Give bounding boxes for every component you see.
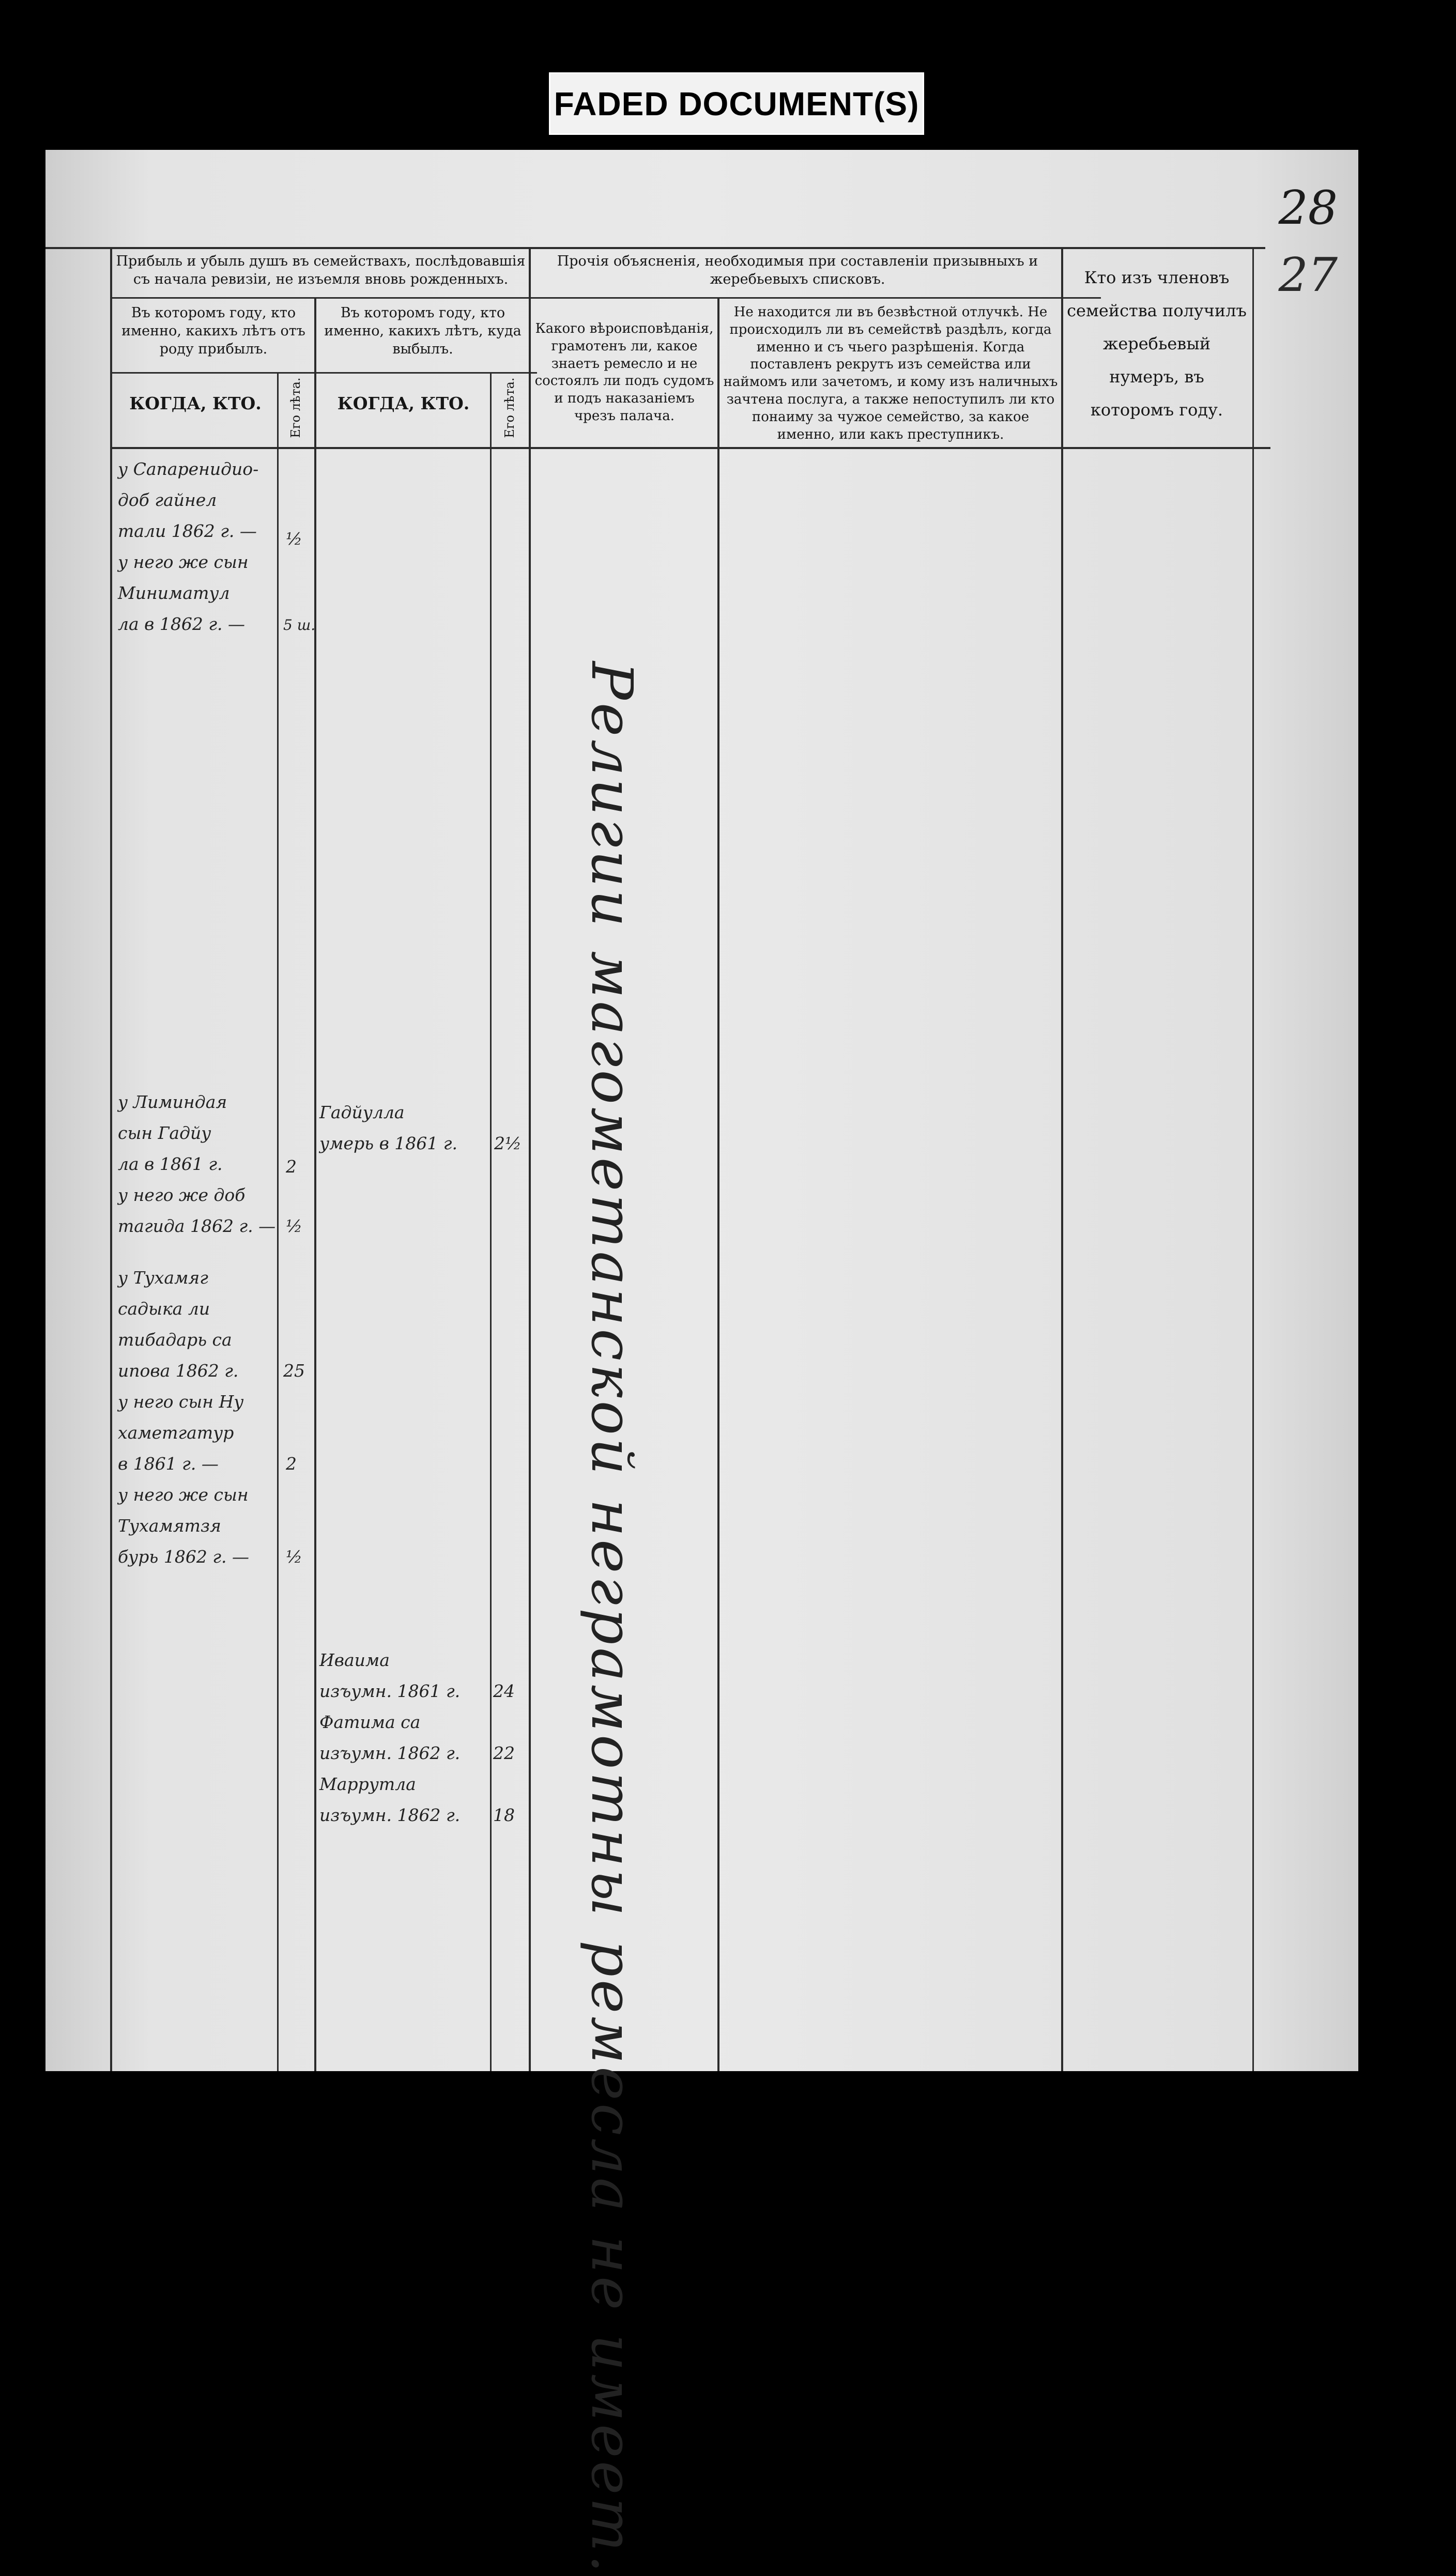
header-rule-1 — [110, 297, 1101, 299]
gain-entry-3-line: у Тухамяг — [118, 1268, 208, 1288]
gain-entry-3-line: садыка ли — [118, 1299, 210, 1319]
top-rule — [45, 247, 1265, 249]
loss-entry-1-line: Гадйулла — [319, 1102, 405, 1122]
gain-entry-3-line: хаметгатур — [118, 1423, 234, 1443]
gain-entry-2-line: у него же доб — [118, 1185, 246, 1205]
col-age2-left — [490, 372, 492, 2071]
col-gain-right — [314, 297, 316, 2071]
other-explanations-header: Прочія объясненія, необходимыя при составленіи призывныхъ и жеребьевыхъ списковъ. — [557, 253, 1038, 288]
gain-entry-3-line: Тухамятзя — [118, 1516, 221, 1536]
faded-document-banner: FADED DOCUMENT(S) — [549, 72, 924, 135]
gain-when-who: КОГДА, КТО. — [129, 393, 262, 413]
gain-entry-2-line: сын Гадйу — [118, 1123, 211, 1143]
religion-vertical-note: Религии магометанской неграмотны ремесла не имеет. — [579, 661, 645, 2576]
loss-entry-2-line: изъумн. 1862 г. — [319, 1743, 461, 1763]
gain-entry-3-line: тибадарь са — [118, 1330, 232, 1350]
gain-entry-3-age: 2 — [286, 1454, 297, 1474]
gain-entry-2-age: ½ — [286, 1216, 302, 1236]
loss-age-header: Его лѣта. — [502, 377, 517, 438]
gain-entry-1-line: тали 1862 г. — — [118, 521, 257, 541]
gain-entry-1-line: Миниматул — [118, 583, 230, 603]
gain-subheader: Въ которомъ году, кто именно, какихъ лѣтъ отъ роду прибылъ. — [121, 305, 305, 358]
gain-loss-header: Прибыль и убыль душъ въ семействахъ, послѣдовавшія съ начала ревизіи, не изъемля вновь рожденныхъ. — [116, 253, 526, 288]
gain-entry-3-line: у него же сын — [118, 1485, 249, 1505]
gain-entry-1-age: 5 ш. — [283, 616, 316, 634]
gain-entry-2-line: тагида 1862 г. — — [118, 1216, 276, 1236]
header-bottom-rule — [110, 447, 1270, 449]
lot-number-header: Кто изъ членовъ семейства получилъ жеребьевый нумеръ, въ которомъ году. — [1067, 268, 1247, 420]
page-number-second: 27 — [1278, 248, 1338, 302]
gain-entry-3-age: ½ — [286, 1547, 302, 1567]
gain-entry-1-line: доб гайнел — [118, 490, 217, 510]
col-age1-left — [277, 372, 279, 2071]
loss-entry-2-line: изъумн. 1862 г. — [319, 1805, 461, 1825]
absence-header: Не находится ли въ безвѣстной отлучкѣ. Не происходилъ ли въ семействѣ раздѣлъ, когда именно и съ чьего разрѣшенія. Когда поставленъ рекрутъ изъ семейства или наймомъ или зачетомъ, и кому изъ наличныхъ зачтена послуга, а также непоступилъ ли кто понаиму за чужое семейство, за какое именно, или какъ преступникъ. — [723, 304, 1058, 442]
gain-entry-3-age: 25 — [283, 1361, 305, 1381]
gain-entry-3-line: бурь 1862 г. — — [118, 1547, 249, 1567]
religion-header: Какого вѣроисповѣданія, грамотенъ ли, какое знаетъ ремесло и не состоялъ ли подъ судомъ и подъ наказаніемъ чрезъ палача. — [534, 321, 714, 424]
gain-entry-2-line: ла в 1861 г. — [118, 1154, 223, 1174]
loss-entry-1-line: умерь в 1861 г. — [319, 1133, 457, 1153]
gain-entry-1-line: у него же сын — [118, 552, 249, 572]
col-absence-right — [1061, 247, 1063, 2071]
loss-subheader: Въ которомъ году, кто именно, какихъ лѣтъ, куда выбылъ. — [324, 305, 522, 358]
register-page — [45, 150, 1358, 2576]
gain-age-header: Его лѣта. — [288, 377, 303, 438]
gain-entry-1-age: ½ — [286, 529, 302, 549]
gain-entry-2-line: у Лиминдая — [118, 1092, 227, 1112]
loss-entry-2-line: Маррутла — [319, 1774, 416, 1794]
gain-entry-3-line: ипова 1862 г. — [118, 1361, 239, 1381]
loss-when-who: КОГДА, КТО. — [337, 393, 470, 413]
loss-entry-2-line: Иваима — [319, 1650, 390, 1670]
page-number-top: 28 — [1278, 181, 1338, 235]
gain-entry-1-line: ла в 1862 г. — — [118, 614, 246, 634]
gain-entry-3-line: в 1861 г. — — [118, 1454, 219, 1474]
col-left-border — [110, 247, 112, 2071]
gain-entry-2-age: 2 — [286, 1156, 297, 1177]
gain-entry-1-line: у Сапаренидио- — [118, 459, 259, 479]
header-rule-2 — [110, 372, 537, 374]
loss-entry-2-line: Фатима са — [319, 1712, 421, 1732]
loss-entry-2-age: 24 — [493, 1681, 515, 1701]
loss-entry-2-age: 22 — [493, 1743, 515, 1763]
loss-entry-1-age: 2½ — [494, 1133, 522, 1153]
col-lot-right — [1252, 247, 1254, 2071]
loss-entry-2-age: 18 — [493, 1805, 515, 1825]
loss-entry-2-line: изъумн. 1861 г. — [319, 1681, 461, 1701]
gain-entry-3-line: у него сын Ну — [118, 1392, 244, 1412]
col-religion-right — [717, 297, 719, 2071]
col-loss-right — [529, 247, 531, 2071]
